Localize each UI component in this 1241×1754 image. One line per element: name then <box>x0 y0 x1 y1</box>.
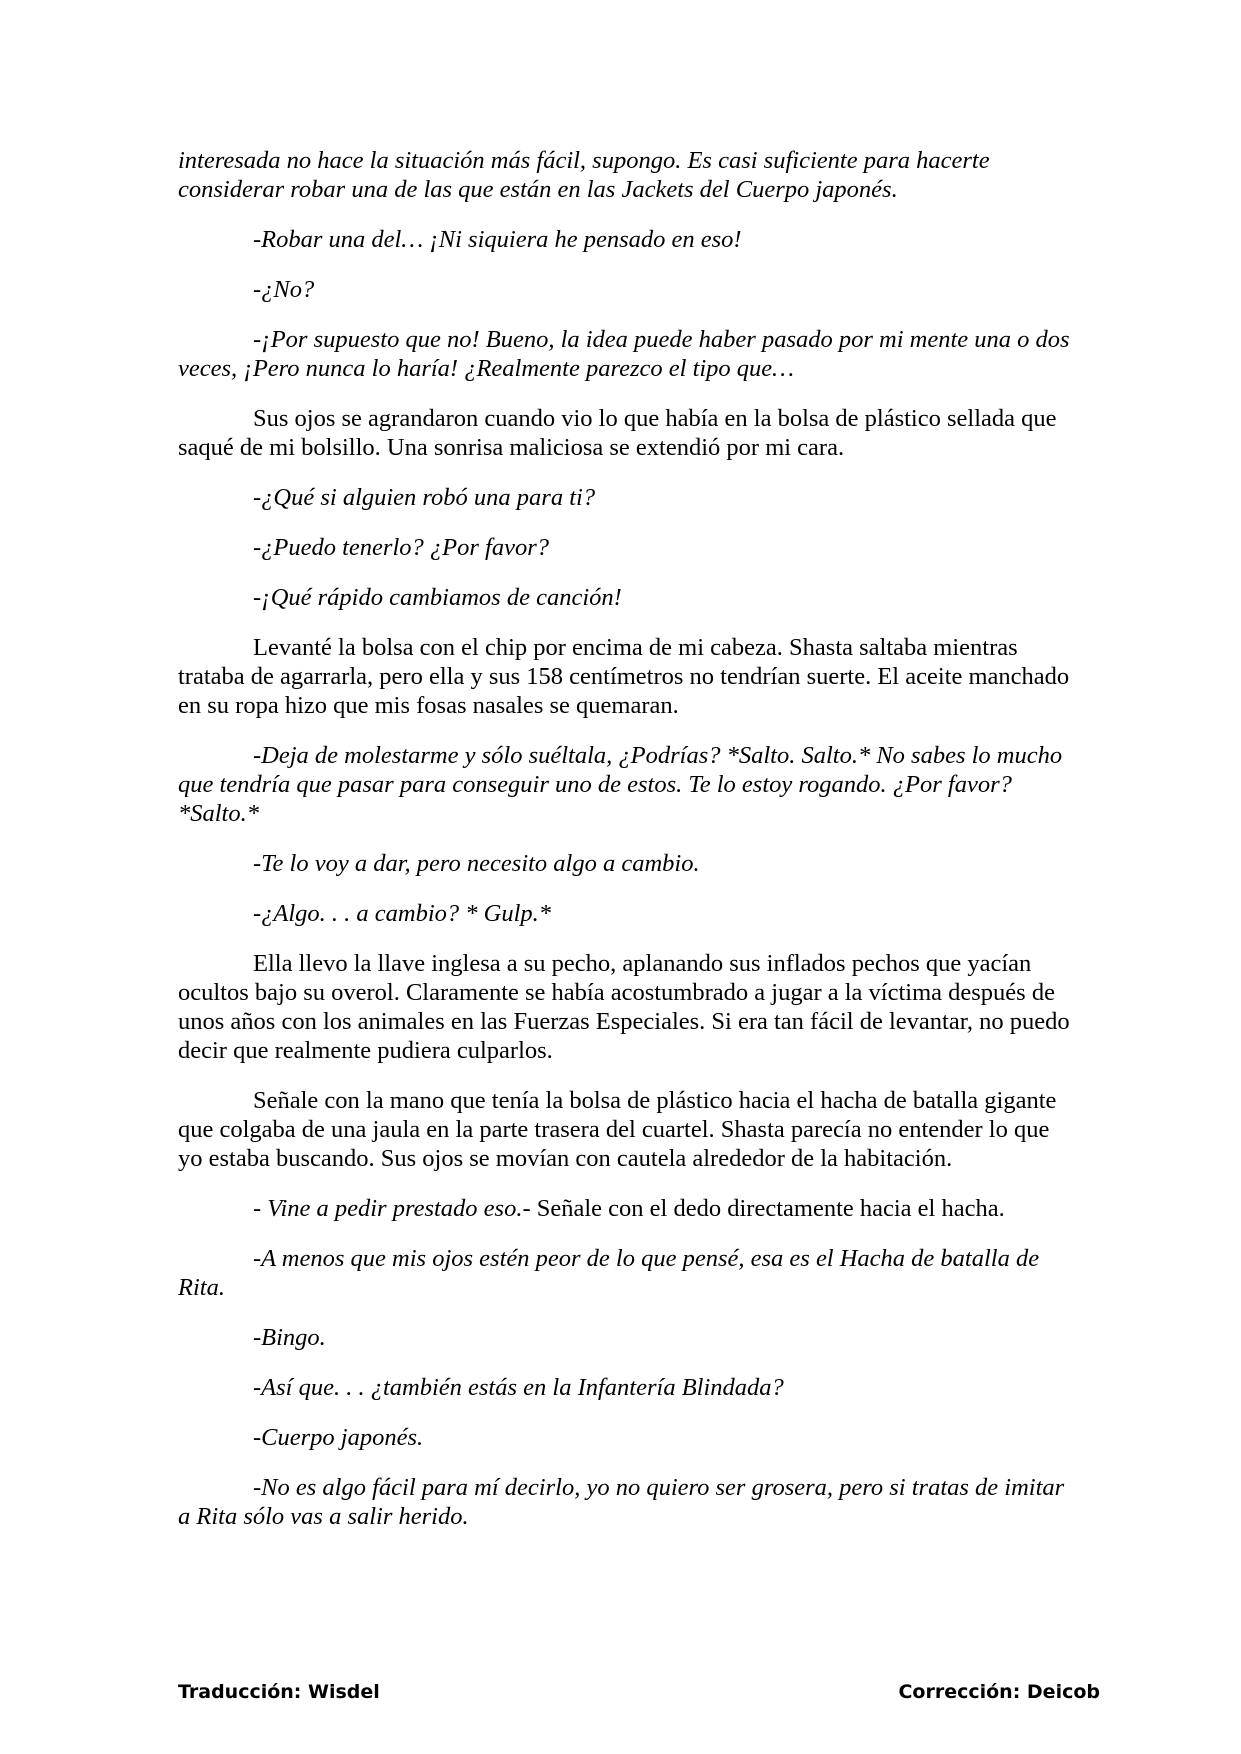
dialogue-line: -Así que. . . ¿también estás en la Infantería Blindada? <box>253 1374 784 1401</box>
dialogue-line: -¿Qué si alguien robó una para ti? <box>253 484 596 511</box>
dialogue-line: -Robar una del… ¡Ni siquiera he pensado en eso! <box>253 226 742 253</box>
dialogue-line: -¿Puedo tenerlo? ¿Por favor? <box>253 534 549 561</box>
footer-translator-credit: Traducción: Wisdel <box>178 1681 380 1703</box>
dialogue-line: -No es algo fácil para mí decirlo, yo no quiero ser grosera, pero si tratas de imitar a Rita sólo vas a salir herido. <box>178 1474 1065 1530</box>
mixed-dialogue-paragraph <box>178 1194 1071 1223</box>
dialogue-line: -¿No? <box>253 276 315 303</box>
dialogue-italic: Vine a pedir prestado eso. <box>267 1195 523 1222</box>
dialogue-line: -Bingo. <box>253 1324 326 1351</box>
dialogue-narration: - Señale con el dedo directamente hacia el hacha. <box>522 1195 1005 1222</box>
narration-paragraph: Señale con la mano que tenía la bolsa de plástico hacia el hacha de batalla gigante que colgaba de una jaula en la parte trasera del cuartel. Shasta parecía no entender lo que yo estaba buscando. Sus ojos se movían con cautela alrededor de la habitación. <box>178 1087 1057 1172</box>
dialogue-line: -¡Qué rápido cambiamos de canción! <box>253 584 622 611</box>
dialogue-dash: - <box>253 1195 268 1222</box>
dialogue-line: -¡Por supuesto que no! Bueno, la idea puede haber pasado por mi mente una o dos veces, ¡Pero nunca lo haría! ¿Realmente parezco el tipo que… <box>178 326 1070 382</box>
body-text <box>178 146 1071 1552</box>
footer-proofreader-credit: Corrección: Deicob <box>898 1681 1100 1703</box>
narration-paragraph: Levanté la bolsa con el chip por encima de mi cabeza. Shasta saltaba mientras trataba de agarrarla, pero ella y sus 158 centímetros no tendrían suerte. El aceite manchado en su ropa hizo que mis fosas nasales se quemaran. <box>178 634 1070 719</box>
narration-paragraph: Ella llevo la llave inglesa a su pecho, aplanando sus inflados pechos que yacían ocultos bajo su overol. Claramente se había acostumbrado a jugar a la víctima después de unos años con los animales en las Fuerzas Especiales. Si era tan fácil de levantar, no puedo decir que realmente pudiera culparlos. <box>178 950 1070 1064</box>
dialogue-line: -¿Algo. . . a cambio? * Gulp.* <box>253 900 552 927</box>
dialogue-line: -A menos que mis ojos estén peor de lo que pensé, esa es el Hacha de batalla de Rita. <box>178 1245 1040 1301</box>
dialogue-line: -Cuerpo japonés. <box>253 1424 424 1451</box>
paragraph: interesada no hace la situación más fácil, supongo. Es casi suficiente para hacerte considerar robar una de las que están en las Jackets del Cuerpo japonés. <box>178 147 990 203</box>
dialogue-line: -Te lo voy a dar, pero necesito algo a cambio. <box>253 850 700 877</box>
narration-paragraph: Sus ojos se agrandaron cuando vio lo que había en la bolsa de plástico sellada que saqué de mi bolsillo. Una sonrisa maliciosa se extendió por mi cara. <box>178 405 1057 461</box>
dialogue-line: -Deja de molestarme y sólo suéltala, ¿Podrías? *Salto. Salto.* No sabes lo mucho que tendría que pasar para conseguir uno de estos. Te lo estoy rogando. ¿Por favor? *Salto.* <box>178 742 1063 827</box>
